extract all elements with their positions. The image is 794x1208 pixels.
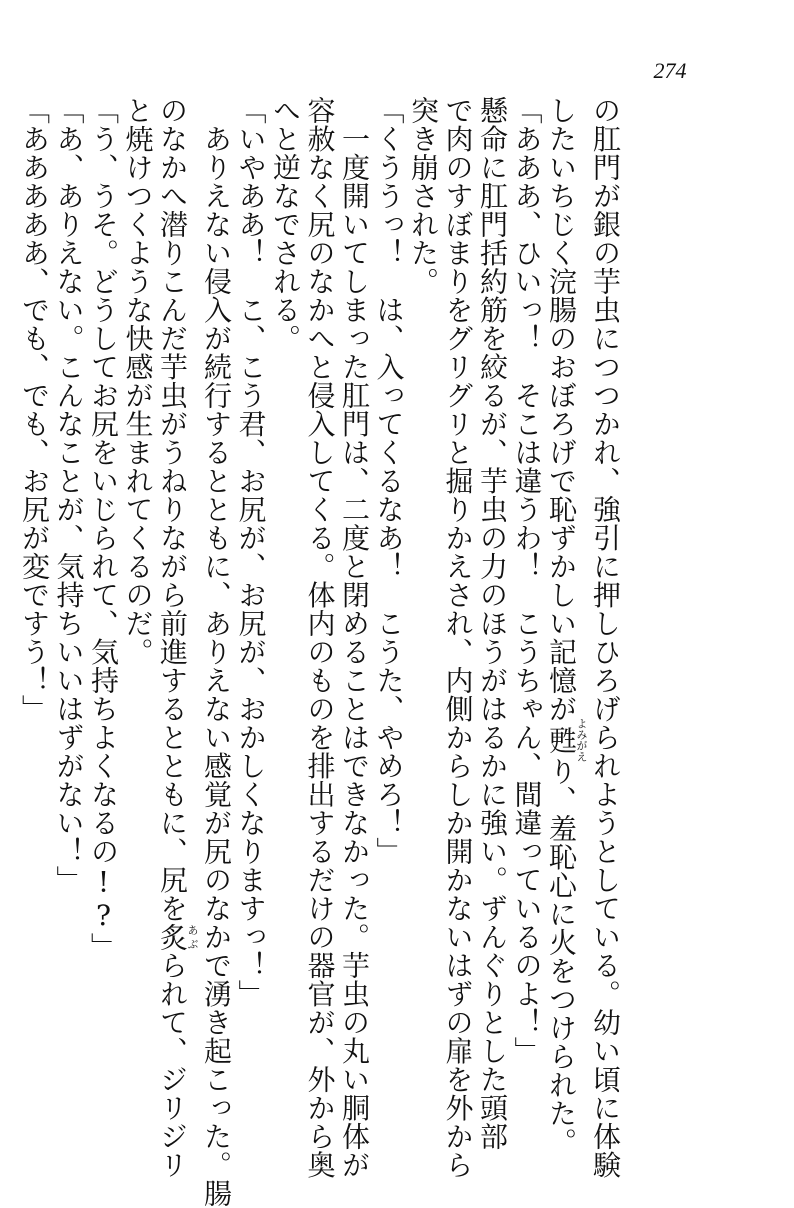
text-line-furigana-yomigae: したいちじく浣腸のおぼろげで恥ずかしい記憶が甦よみがえり、羞恥心に火をつけられた。 <box>545 96 588 1156</box>
text-line: 懸命に肛門括約筋を絞るが、芋虫の力のほうがはるかに強い。ずんぐりとした頭部 <box>476 96 509 1151</box>
text-line: で肉のすぼまりをグリグリと掘りかえされ、内側からしか開かないはずの扉を外から <box>441 96 475 1179</box>
text-line: の肛門が銀の芋虫につつかれ、強引に押しひろげられようとしている。幼い頃に体験 <box>589 96 622 1179</box>
text-line: ありえない侵入が続行するとともに、ありえない感覚が尻のなかで湧き起こった。腸 <box>200 96 233 1208</box>
ruby-base: 甦 <box>545 718 578 762</box>
furigana-ruby <box>156 922 199 952</box>
ruby-base: 炙 <box>156 922 189 951</box>
text-line: と焼けつくような快感が生まれてくるのだ。 <box>121 96 155 666</box>
text-line: 突き崩された。 <box>407 96 440 296</box>
text-line: 一度開いてしまった肛門は、二度と閉めることはできなかった。芋虫の丸い胴体が <box>338 96 371 1179</box>
text-line: 「くううっ！ は、入ってくるなあ！ こうた、やめろ！」 <box>372 96 406 866</box>
text-line: 「う、うそ。どうしてお尻をいじられて、気持ちよくなるの!?」 <box>87 96 120 961</box>
text-line: 「あああ、ひいっ！ そこは違うわ！ こうちゃん、間違っているのよ！」 <box>510 96 544 1065</box>
ruby-reading: あぶ <box>186 922 199 951</box>
text-line: 「あ、ありえない。こんなことが、気持ちいいはずがない！」 <box>52 96 86 894</box>
text-line: 「あああああ、でも、でも、お尻が変ですう！」 <box>18 96 51 723</box>
text-line: 「いやああ！ こ、こう君、お尻が、お尻が、おかしくなりますっ！」 <box>234 96 268 1008</box>
text-line: へと逆なでされる。 <box>269 96 302 353</box>
text-line-furigana-abu: のなかへ潜りこんだ芋虫がうねりながら前進するとともに、尻を炙あぶられて、ジリジリ <box>156 96 199 1179</box>
page-number: 274 <box>653 58 687 83</box>
ruby-reading: よみがえ <box>575 718 588 762</box>
text-line: 容赦なく尻のなかへと侵入してくる。体内のものを排出するだけの器官が、外から奥 <box>303 96 337 1179</box>
furigana-ruby <box>545 718 588 762</box>
vertical-text-body <box>18 96 622 1208</box>
